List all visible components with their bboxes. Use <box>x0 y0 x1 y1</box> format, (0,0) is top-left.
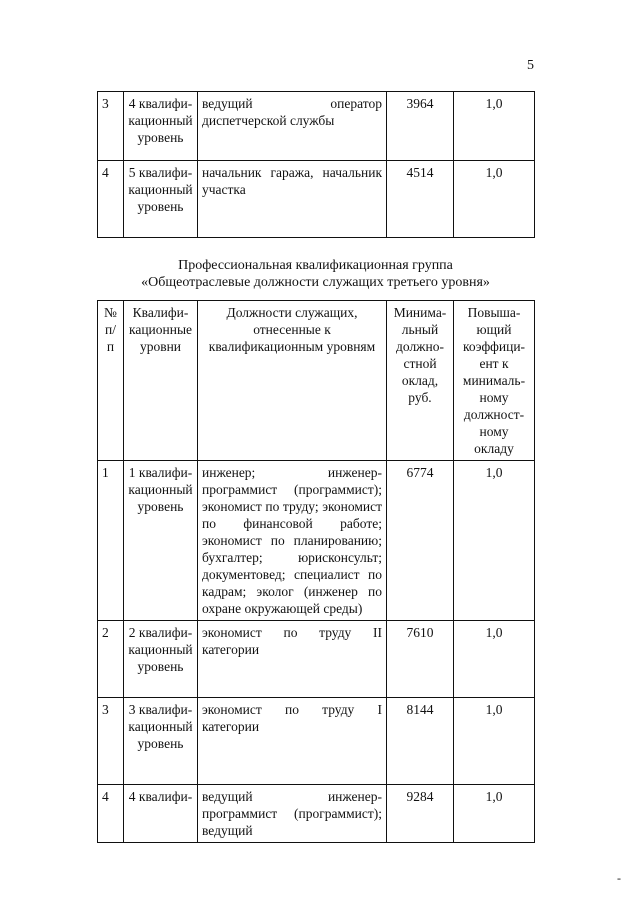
coefficient-cell: 1,0 <box>454 461 535 621</box>
coefficient-cell: 1,0 <box>454 698 535 785</box>
main-salary-table <box>97 300 535 843</box>
table-row <box>98 92 535 161</box>
salary-cell: 4514 <box>387 161 454 238</box>
positions-cell: экономист по труду II категории <box>198 621 387 698</box>
coefficient-cell: 1,0 <box>454 161 535 238</box>
qualification-level-cell: 3 квалифи-кационный уровень <box>124 698 198 785</box>
salary-cell: 9284 <box>387 785 454 843</box>
table-row <box>98 161 535 238</box>
group-title-line1: Профессиональная квалификационная группа <box>178 258 453 273</box>
positions-cell: ведущий оператор диспетчерской службы <box>198 92 387 161</box>
header-salary: Минима-льный должно-стной оклад, руб. <box>387 301 454 461</box>
row-number-cell: 1 <box>98 461 124 621</box>
qualification-level-cell: 4 квалифи- <box>124 785 198 843</box>
header-level: Квалифи-кационные уровни <box>124 301 198 461</box>
coefficient-cell: 1,0 <box>454 621 535 698</box>
row-number-cell: 2 <box>98 621 124 698</box>
group-title-line2: «Общеотраслевые должности служащих третьего уровня» <box>141 275 490 290</box>
table-row <box>98 785 535 843</box>
page-number: 5 <box>527 58 534 73</box>
table-row <box>98 621 535 698</box>
header-positions: Должности служащих, отнесенные к квалификационным уровням <box>198 301 387 461</box>
table-row <box>98 698 535 785</box>
positions-cell: экономист по труду I категории <box>198 698 387 785</box>
salary-cell: 3964 <box>387 92 454 161</box>
positions-cell: ведущий инженер-программист (программист); ведущий <box>198 785 387 843</box>
table-row <box>98 461 535 621</box>
top-salary-table <box>97 91 535 238</box>
salary-cell: 7610 <box>387 621 454 698</box>
qualification-level-cell: 2 квалифи-кационный уровень <box>124 621 198 698</box>
row-number-cell: 3 <box>98 92 124 161</box>
corner-mark: - <box>617 871 621 885</box>
qualification-level-cell: 4 квалифи-кационный уровень <box>124 92 198 161</box>
row-number-cell: 4 <box>98 785 124 843</box>
row-number-cell: 4 <box>98 161 124 238</box>
qualification-level-cell: 1 квалифи-кационный уровень <box>124 461 198 621</box>
qualification-level-cell: 5 квалифи-кационный уровень <box>124 161 198 238</box>
header-row <box>98 301 535 461</box>
positions-cell: начальник гаража, начальник участка <box>198 161 387 238</box>
row-number-cell: 3 <box>98 698 124 785</box>
coefficient-cell: 1,0 <box>454 785 535 843</box>
group-title <box>97 257 534 291</box>
positions-cell: инженер; инженер-программист (программист); экономист по труду; экономист по финансовой работе; экономист по планированию; бухгалтер; юрисконсульт; документовед; специалист по кадрам; эколог (инженер по охране окружающей среды) <box>198 461 387 621</box>
header-coefficient: Повыша-ющий коэффици-ент к минималь-ному должност-ному окладу <box>454 301 535 461</box>
salary-cell: 8144 <box>387 698 454 785</box>
header-number: № п/п <box>98 301 124 461</box>
salary-cell: 6774 <box>387 461 454 621</box>
coefficient-cell: 1,0 <box>454 92 535 161</box>
